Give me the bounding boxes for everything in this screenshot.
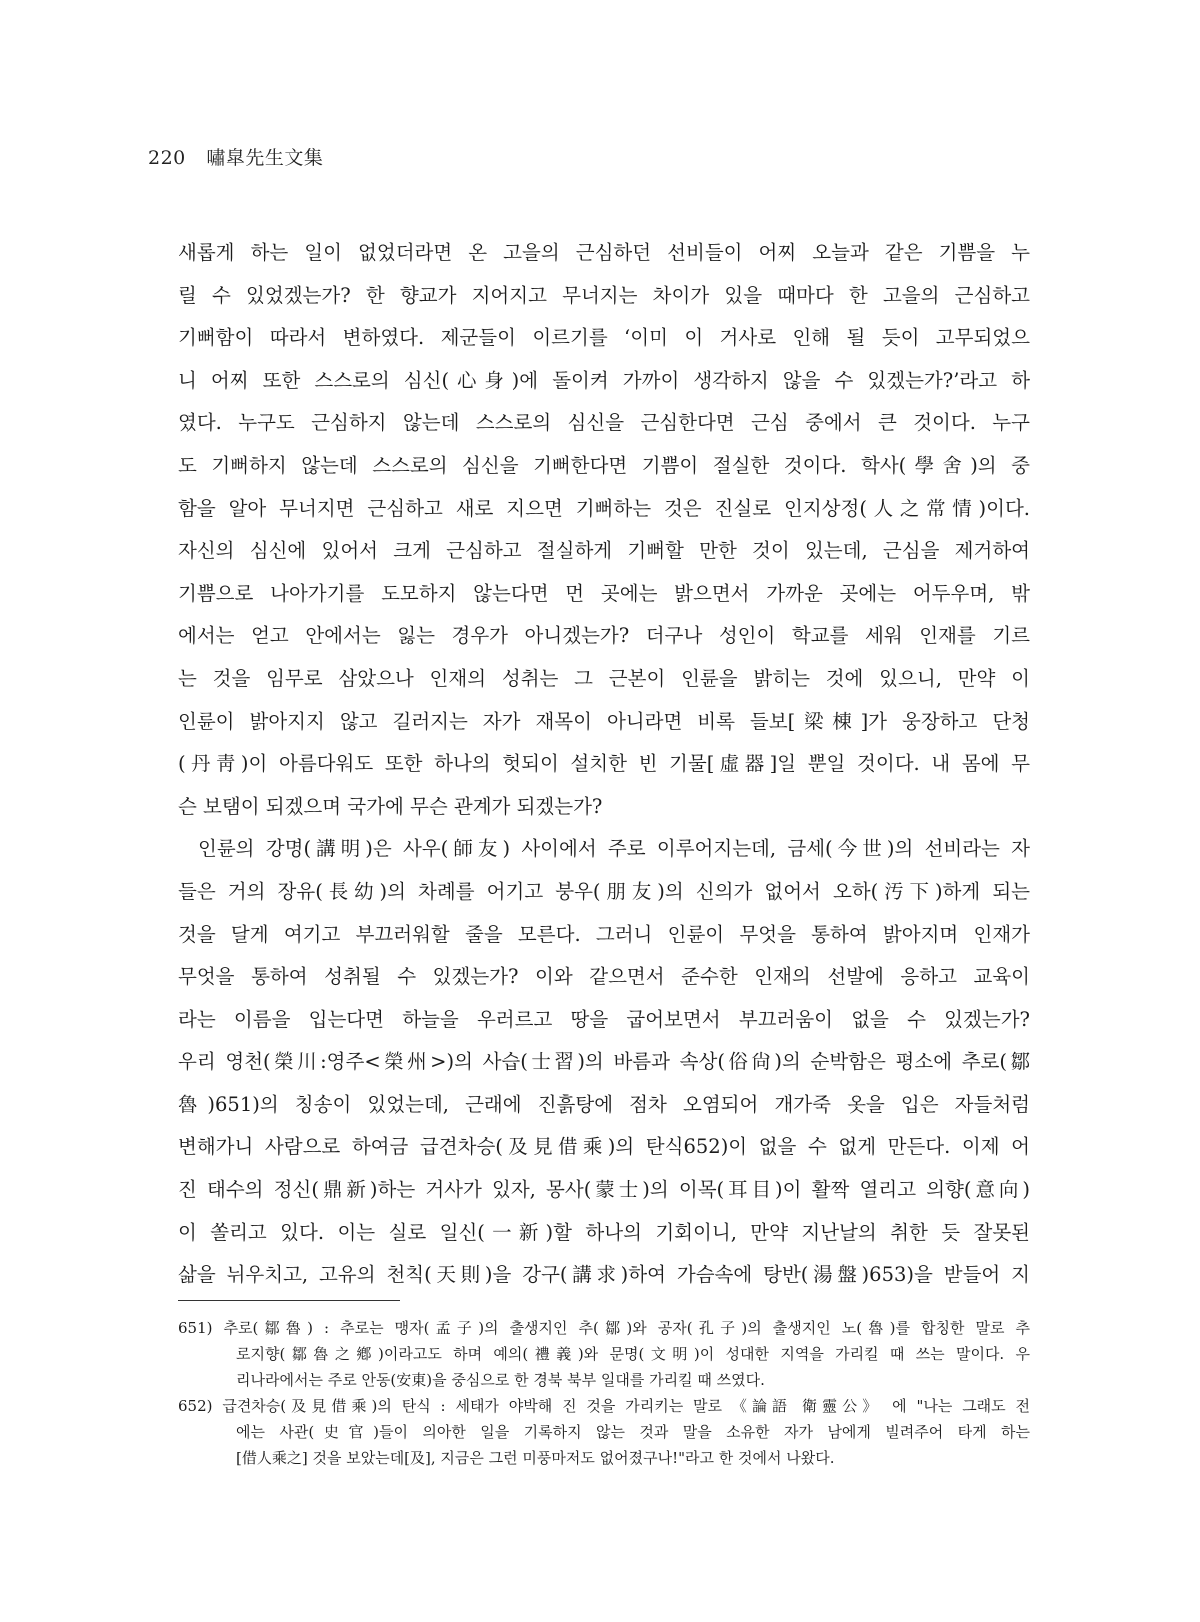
footnote-652-line: 에는 사관(史官)들이 의아한 일을 기록하지 않는 것과 말을 소유한 자가 남에게 빌려주어 타게 하는 <box>236 1423 1030 1441</box>
text-line: 인륜의 강명(講明)은 사우(師友) 사이에서 주로 이루어지는데, 금세(今世)의 선비라는 자 <box>198 837 1030 861</box>
text-line: 魯)651)의 칭송이 있었는데, 근래에 진흙탕에 점차 오염되어 개가죽 옷을 입은 자들처럼 <box>178 1092 1030 1116</box>
text-line: 새롭게 하는 일이 없었더라면 온 고을의 근심하던 선비들이 어찌 오늘과 같은 기쁨을 누 <box>178 241 1030 264</box>
text-line: 릴 수 있었겠는가? 한 향교가 지어지고 무너지는 차이가 있을 때마다 한 고을의 근심하고 <box>178 283 1030 307</box>
footnote-652-line: 652) 급견차승(及見借乘)의 탄식 : 세태가 야박해 진 것을 가리키는 말로 《論語 衛靈公》 에 "나는 그래도 전 <box>178 1397 1030 1415</box>
text-line: 무엇을 통하여 성취될 수 있겠는가? 이와 같으면서 준수한 인재의 선발에 응하고 교육이 <box>178 965 1030 989</box>
text-line: (丹靑)이 아름다워도 또한 하나의 헛되이 설치한 빈 기물[虛器]일 뿐일 것이다. 내 몸에 무 <box>178 752 1030 776</box>
running-header <box>148 143 323 170</box>
text-line: 이 쏠리고 있다. 이는 실로 일신(一新)할 하나의 기회이니, 만약 지난날의 취한 듯 잘못된 <box>178 1220 1030 1244</box>
text-line: 기뻐함이 따라서 변하였다. 제군들이 이르기를 ‘이미 이 거사로 인해 될 듯이 고무되었으 <box>178 326 1030 350</box>
footnote-651-line: 651) 추로(鄒魯) : 추로는 맹자(孟子)의 출생지인 추(鄒)와 공자(孔子)의 출생지인 노(魯)를 합칭한 말로 추 <box>178 1319 1030 1337</box>
text-line: 슨 보탬이 되겠으며 국가에 무슨 관계가 되겠는가? <box>178 794 603 818</box>
text-line: 들은 거의 장유(長幼)의 차례를 어기고 붕우(朋友)의 신의가 없어서 오하(汚下)하게 되는 <box>178 879 1030 903</box>
footnote-651-line: 리나라에서는 주로 안동(安東)을 중심으로 한 경북 북부 일대를 가리킬 때 쓰였다. <box>236 1371 765 1389</box>
text-line: 기쁨으로 나아가기를 도모하지 않는다면 먼 곳에는 밝으면서 가까운 곳에는 어두우며, 밖 <box>178 581 1030 605</box>
text-line: 는 것을 임무로 삼았으나 인재의 성취는 그 근본이 인륜을 밝히는 것에 있으니, 만약 이 <box>178 666 1030 690</box>
text-line: 라는 이름을 입는다면 하늘을 우러르고 땅을 굽어보면서 부끄러움이 없을 수 있겠는가? <box>178 1007 1030 1031</box>
page-number: 220 <box>148 147 186 169</box>
text-line: 것을 달게 여기고 부끄러워할 줄을 모른다. 그러니 인륜이 무엇을 통하여 밝아지며 인재가 <box>178 922 1030 946</box>
text-line: 도 기뻐하지 않는데 스스로의 심신을 기뻐한다면 기쁨이 절실한 것이다. 학사(學舍)의 중 <box>178 453 1030 477</box>
text-line: 였다. 누구도 근심하지 않는데 스스로의 심신을 근심한다면 근심 중에서 큰 것이다. 누구 <box>178 411 1030 435</box>
book-title: 嘯皐先生文集 <box>206 147 324 169</box>
footnote-651-line: 로지향(鄒魯之鄕)이라고도 하며 예의(禮義)와 문명(文明)이 성대한 지역을 가리킬 때 쓰는 말이다. 우 <box>236 1345 1030 1363</box>
text-line: 자신의 심신에 있어서 크게 근심하고 절실하게 기뻐할 만한 것이 있는데, 근심을 제거하여 <box>178 539 1030 563</box>
text-line: 변해가니 사람으로 하여금 급견차승(及見借乘)의 탄식652)이 없을 수 없게 만든다. 이제 어 <box>178 1135 1030 1159</box>
text-line: 인륜이 밝아지지 않고 길러지는 자가 재목이 아니라면 비록 들보[梁棟]가 웅장하고 단청 <box>178 709 1030 733</box>
text-line: 함을 알아 무너지면 근심하고 새로 지으면 기뻐하는 것은 진실로 인지상정(人之常情)이다. <box>178 496 1030 520</box>
footnotes <box>178 1315 1030 1471</box>
text-line: 에서는 얻고 안에서는 잃는 경우가 아니겠는가? 더구나 성인이 학교를 세워 인재를 기르 <box>178 624 1030 648</box>
text-line: 삶을 뉘우치고, 고유의 천칙(天則)을 강구(講求)하여 가슴속에 탕반(湯盤)653)을 받들어 지 <box>178 1263 1030 1287</box>
text-line: 우리 영천(榮川:영주<榮州>)의 사습(士習)의 바름과 속상(俗尙)의 순박함은 평소에 추로(鄒 <box>178 1050 1030 1074</box>
text-line: 진 태수의 정신(鼎新)하는 거사가 있자, 몽사(蒙士)의 이목(耳目)이 활짝 열리고 의향(意向) <box>178 1178 1030 1202</box>
footnote-divider <box>178 1300 400 1301</box>
text-line: 니 어찌 또한 스스로의 심신(心身)에 돌이켜 가까이 생각하지 않을 수 있겠는가?’라고 하 <box>178 368 1030 392</box>
main-text <box>178 232 1030 1297</box>
footnote-652-line: [借人乘之] 것을 보았는데[及], 지금은 그런 미풍마저도 없어졌구나!"라고 한 것에서 나왔다. <box>236 1449 835 1467</box>
